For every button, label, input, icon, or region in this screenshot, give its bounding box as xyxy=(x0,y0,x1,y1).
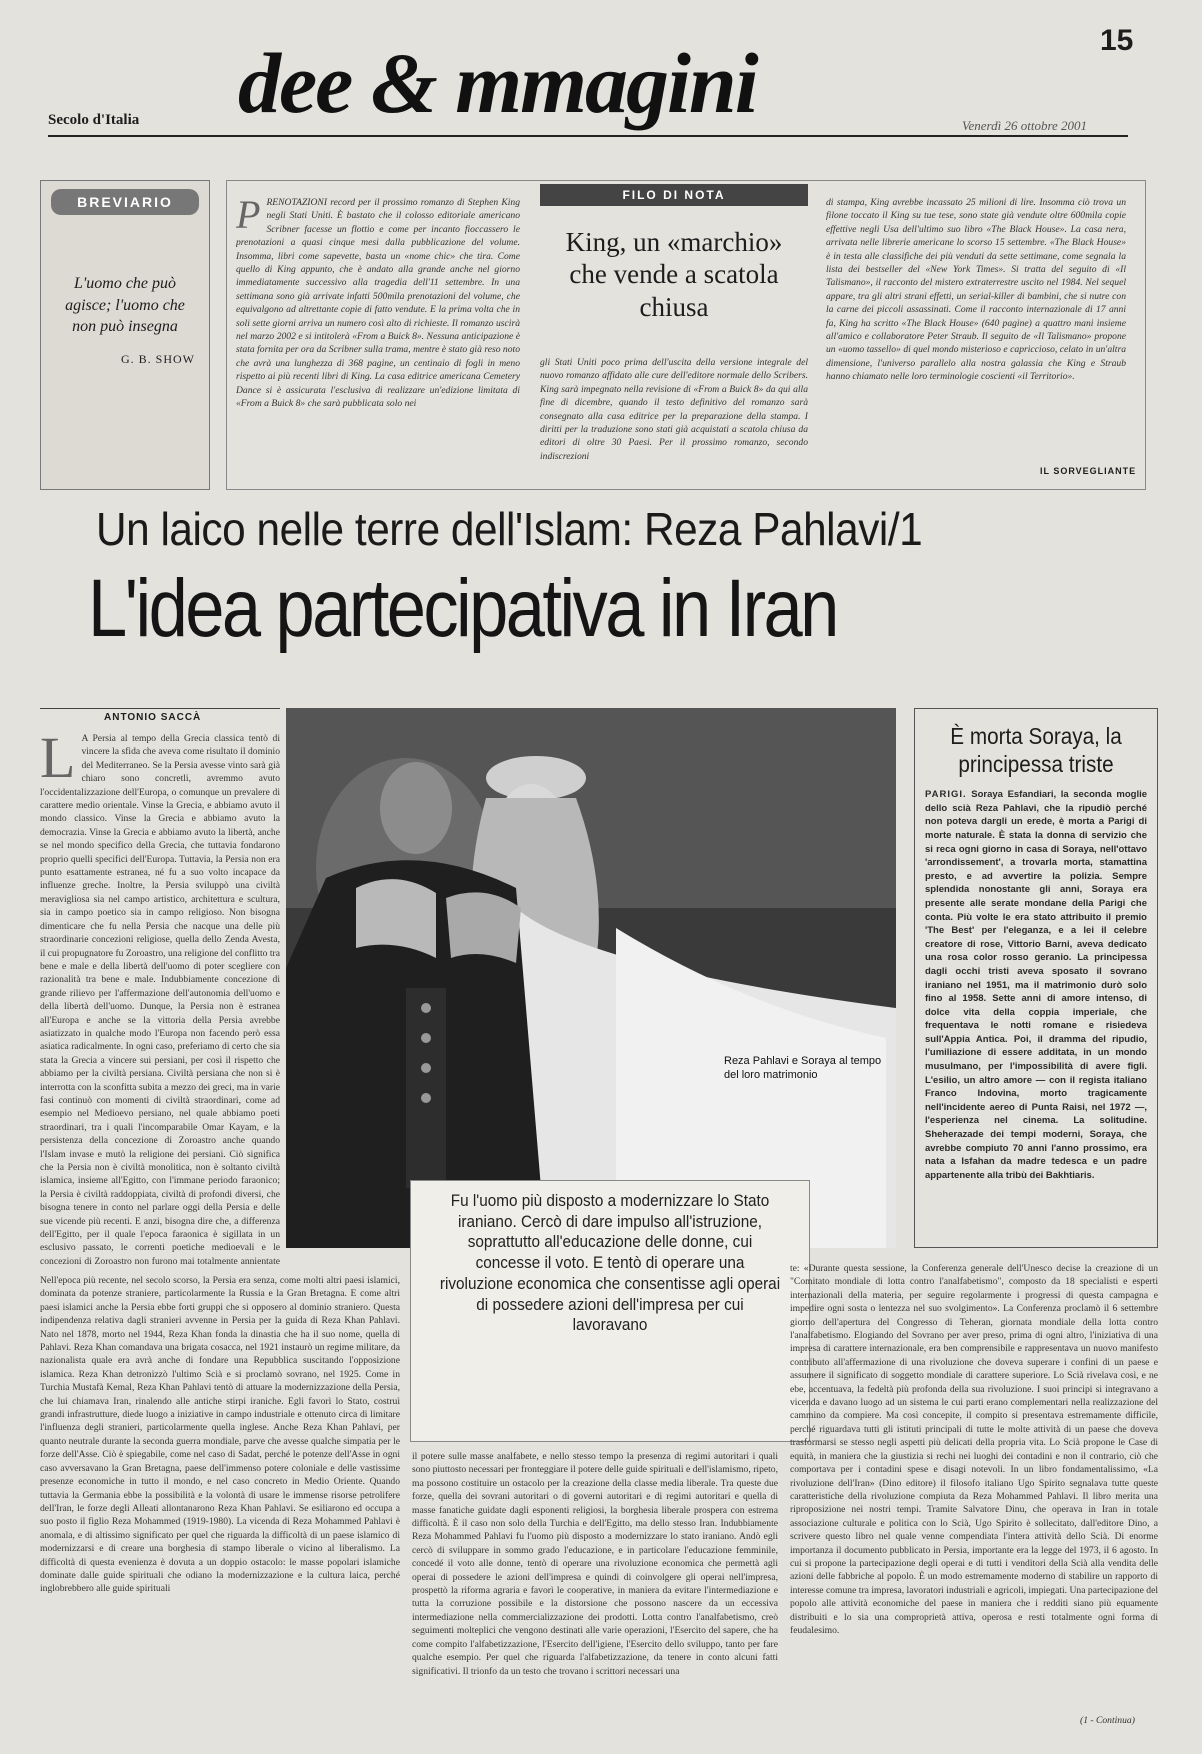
article-dropcap: L xyxy=(40,732,76,790)
soraya-box xyxy=(914,708,1158,1248)
issue-date: Venerdì 26 ottobre 2001 xyxy=(962,118,1088,133)
filo-di-nota-label: FILO DI NOTA xyxy=(540,184,808,206)
filo-col-1-text: RENOTAZIONI record per il prossimo romanzo di Stephen King negli Stati Uniti. È bastato che il colosso editoriale americano Scribner facesse un flottio e come per incanto fioccassero le prenotazioni a quasi cinque mesi dalla pubblicazione del volume. Insomma, libri come sapevette, basta un «nome chic» che tira. Come quello di King appunto, che è andato alla grande anche nel giorno immediatamente successivo alla tragedia dell'11 settembre. In una settimana sono già arrivate infatti 500mila prenotazioni del volume, che equivalgono ad altrettante copie di fatto vendute. E la prima volta che in soli sette giorni arriva un numero così alto di richieste. Il romanzo uscirà nel marzo 2002 e si intitolerà «From a Buick 8». Nessuna anticipazione è stata fornita per ora da Scribner sulla trama, mentre è stato già reso noto che avrà una lunghezza di 368 pagine, un centinaio di fogli in meno rispetto ai più recenti libri di King. La casa editrice americana Cemetery Dance si è assicurata l'esclusiva di realizzare un'edizione limitata di «From a Buick 8» che sarà pubblicata solo nei xyxy=(236,197,520,410)
breviario-label: BREVIARIO xyxy=(51,189,199,215)
wedding-photo-illustration xyxy=(286,708,896,1248)
article-continues: (1 - Continua) xyxy=(1080,1715,1135,1726)
page-number: 15 xyxy=(1100,24,1134,57)
soraya-title: È morta Soraya, la principessa triste xyxy=(950,723,1122,777)
section-title: dee & mmagini xyxy=(238,35,757,131)
wedding-photo xyxy=(286,708,896,1248)
breviario-box xyxy=(40,180,210,490)
byline-rule xyxy=(40,708,280,709)
soraya-text: Soraya Esfandiari, la seconda moglie dello scià Reza Pahlavi, che la ripudiò perché non poteva dargli un erede, è morta a Parigi di morte naturale. È stata la donna di servizio che si reca ogni giorno in casa di Soraya, nell'ottavo 'arrondissement', a trovarla morta, stamattina presto, e ad avvertire la polizia. Sempre splendida nonostante gli anni, Soraya era presente alle serate mondane della Parigi che conta. Più volte le era stato attribuito il premio 'The Best' per l'eleganza, e a lei il celebre creatore di rose, Vittorio Barni, aveva dedicato una rosa color rosso geranio. La principessa dagli occhi tristi aveva sposato il sovrano iraniano nel 1951, ma il matrimonio durò solo fino al 1958. Sette anni di amore intenso, di dolce vita della coppia imperiale, che frequentava le notti romane e risiedeva sull'Appia Antica. Poi, il dramma del ripudio, l'umiliazione di essere additata, in un mondo musulmano, per l'impossibilità di avere figli. L'esilio, un altro amore — con il regista italiano Franco Indovina, morto tragicamente nell'incidente aereo di Punta Raisi, nel 1972 —, l'esperienza nel cinema. La solitudine. Sheherazade dei tempi moderni, Soraya, che avrebbe compiuto 70 anni l'anno prossimo, era nata a Isfahan da madre tedesca e un padre appartenente alla tribù dei Bakhtiaris. xyxy=(925,789,1147,1181)
soraya-body xyxy=(925,788,1147,1226)
pull-quote: Fu l'uomo più disposto a modernizzare lo Stato iraniano. Cercò di dare impulso all'istruzione, soprattutto all'educazione delle donne, cui concesse il voto. E tentò di operare una rivoluzione economica che consentisse agli operai di possedere azioni dell'impresa per cui lavoravano xyxy=(439,1191,781,1335)
article-headline: L'idea partecipativa in Iran xyxy=(88,563,837,654)
breviario-quote: L'uomo che può agisce; l'uomo che non può insegna xyxy=(65,275,185,336)
filo-col-3: di stampa, King avrebbe incassato 25 milioni di lire. Insomma ciò trova un filone toccato il King su tue tese, sono state già vendute oltre 600mila copie effettive negli Usa dell'ultimo suo libro «The Black House». La casa nera, arrivata nelle librerie americane lo scorso 15 settembre. «The Black House» è in testa alle classifiche dei più venduti da sette settimane, come segnala la lista dei bestseller del «New York Times». Si tratta del seguito di «Il Talismano», il racconto del mistero extraterrestre uscito nel 1984. Nel sequel appare, tra gli altri strani effetti, un serial-killer di bambini, che si nutre con la carne dei piccoli assassinati. Come il racconto internazionale di 17 anni fa, King ha scritto «The Black House» (640 pagine) a quattro mani insieme all'amico e collaboratore Peter Straub. Il seguito de «Il Talismano» propone un «uomo tassello» di quel mondo misterioso e capriccioso, celato in un'altra dimensione, l'universo parallelo alla nostra galassia che King e Straub hanno chiamato nelle loro terminologie coscienti «il Territorio». xyxy=(826,197,1126,383)
article-col-1-bottom: Nell'epoca più recente, nel secolo scorso, la Persia era senza, come molti altri paesi islamici, dominata da potenze straniere, particolarmente la Russia e la Gran Bretagna. E come altri paesi islamici anche la Persia ebbe forti gruppi che si opposero al dominio straniero. Questa indipendenza relativa dagli stranieri avvenne in Persia per la guida di Reza Khan Pahlavi. Nato nel 1878, morto nel 1944, Reza Khan fonda la dinastia che ha il suo nome, quella di Pahlavi. Reza Khan comandava una brigata cosacca, nel 1921 instaurò un regime militare, da nazionalista quale era avrà anche di fondare una Repubblica suscitando l'opposizione islamica. Reza Khan detronizzò l'ultimo Scià e si proclamò sovrano, nel 1925. Come in Turchia Mustafà Kemal, Reza Khan Pahlavi tentò di attuare la modernizzazione della Persia, che lui chiamava Iran, rinalendo alle antiche stirpi iraniche. Egli favorì lo Stato, costruì grandi infrastrutture, diede luogo a iniziative in campo industriale e ottenuto circa di limitare l'influenza degli stranieri, particolarmente quella inglese. Anche Reza Khan Pahlavi, per quanto neutrale durante la seconda guerra mondiale, parve che avesse qualche simpatia per le forze dell'Asse. Ciò è spiegabile, come nel caso di Sadat, perché le potenze dell'Asse in ogni caso avversavano la Gran Bretagna, paese dell'immenso potere coloniale e delle vastissime presenze economiche in tutto il mondo, e nel caso concreto in Medio Oriente. Quando tuttavia la Germania ebbe la possibilità e la volontà di usare le immense risorse petrolifere dell'Iran, le forze degli Alleati allontanarono Reza Khan Pahlavi. Se esiliarono ed occupa a suo posto il figlio Reza Mohammed (1919-1980). La vicenda di Reza Mohammed Pahlavi è anomala, e di altissimo significato per quel che riguarda la difficoltà di un paese islamico di modernizzarsi e di creare una borghesia di stampo liberale o vicino al liberalismo. La difficoltà di questa evenienza è dovuta a un doppio ostacolo: le masse popolari islamiche dominate dalle guide spirituali che odiano la modernizzazione e la cultura laica, perché inglobrebbero alle guide spirituali xyxy=(40,1275,400,1595)
article-col-3-bottom: te: «Durante questa sessione, la Conferenza generale dell'Unesco decise la creazione di un "Comitato mondiale di lotta contro l'analfabetismo", composto da 18 specialisti e esperti internazionali della materia, per seguire regolarmente i progressi di questa campagna e impedire ogni sosta o lentezza nel suo svolgimento». La Conferenza proclamò il 6 settembre giorno dell'apertura del Congresso di Teheran, giornata mondiale della lotta contro l'analfabetismo. Elogiando del Sovrano per aver preso, prima di ogni altro, l'iniziativa di una impresa di carattere internazionale, era ben comprensibile e rappresentava un nuovo manifesto contributo all'affermazione di una rivoluzione che doveva superare i confini di un paese e assumere il significato di soggetto mondiale di carattere superiore. Lo Scià rivelava così, e ne ebe, accentuava, la fedeltà più profonda della sua rivoluzione. I suoi principi si integravano a vicenda e davano luogo ad un sistema le cui parti erano complementari nella realizzazione del cammino da compiere. Ma così concepite, il compito si presentava estremamente difficile, perché riguardava tutti gli istituti principali di tutte le molte attività di un paese che doveva trasformarsi se stesso negli aspetti più delicati della propria vita. Lo Scià propone le Case di equità, in maniera che la giustizia si rechi nei luoghi dei contadini e non il contrario, ciò che comportava per i contadini spese e disagi notevoli. In un libro fondamentalissimo, «La rivoluzione dell'Iran» (Dino editore) il filosofo italiano Ugo Spirito segnalava tutte queste caratteristiche della rivoluzione compiuta da Reza Mohammed Pahlavi. Il libro merita una riproposizione nei nostri tempi. Tramite Salvatore Dinu, che operava in Iran in totale associazione culturale e politica con lo Scià, Ugo Spirito è sollecitato, dall'editore Dino, a scrivere questo libro nel quale venne compendiata l'intera attività dello Scià. Di enorme importanza il documento pubblicato in Persia, importante era la legge del 1973, il 6 agosto. In cui si propone la partecipazione degli operai e di tutti i venditori della Scià alla vendita delle azioni delle fabbriche al popolo. È un modo estremamente moderno di stabilire un rapporto di interesse comune tra impresa, lavoratori industriali e agricoli, impiegati. Una partecipazione del popolo alle attività economiche del paese in maniera che i redditi siano più equamente distribuiti e lo sia una comproprietà attiva, operosa e resti totalmente ogni forma di feudalesimo. xyxy=(790,1263,1158,1636)
filo-signature: IL SORVEGLIANTE xyxy=(1040,466,1137,476)
pull-quote-box xyxy=(410,1180,810,1442)
article-col-2-bottom: il potere sulle masse analfabete, e nello stesso tempo la presenza di regimi autoritari i quali sono piuttosto necessari per fronteggiare il potere delle guide spirituali e dell'islamismo, ripeto, ma possono costituire un ostacolo per la creazione della classe media liberale. Tra queste due forze, quella dei sovrani autoritari o di governi autoritari e di regimi autoritari e quella di masse fanatiche guidate dagli esponenti religiosi, la borghesia liberale prospera con estrema difficoltà. È il caso non solo della Turchia e dell'Egitto, ma dello stesso Iran. Indubbiamente Reza Mohammed Pahlavi fu l'uomo più disposto a modernizzare lo stato iraniano. Andò egli cercò di sviluppare in sommo grado l'educazione, e in particolare l'educazione femminile, concedé il voto alle donne, tentò di operare una rivoluzione economica che permettà agli operai di possedere le azioni dell'impresa e quindi di coinvolgere gli operai nell'impresa, prospettò la riforma agraria e favorì le cooperative, in maniera da evitare l'intermediazione e tutta la corruzione possibile e la distorsione che possono nascere da un eccessiva intermediazione nella commercializzazione dei prodotti. Lotta contro l'analfabetismo, creò seguimenti molteplici che vengono destinati alle varie operazioni, l'Esercito del sapere, che ha come compito l'alfabetizzazione, l'Esercito dell'igiene, l'Esercito dello sviluppo, tanto per fare qualche esempio. Per quel che riguarda l'alfabetizzazione, da tenere in conto alcuni fatti significativi. Il trionfo da un testo che trovano i scrittori necessari una xyxy=(412,1451,778,1677)
article-col-1-top xyxy=(40,732,280,1268)
article-kicker: Un laico nelle terre dell'Islam: Reza Pahlavi/1 xyxy=(96,503,923,555)
filo-di-nota-title: King, un «marchio» che vende a scatola chiusa xyxy=(565,227,783,322)
newspaper-name: Secolo d'Italia xyxy=(48,112,140,128)
soraya-dateline: PARIGI. xyxy=(925,789,967,801)
filo-col-2: gli Stati Uniti poco prima dell'uscita della versione integrale del nuovo romanzo affidato alle cure dell'editore normale dello Scribers. King sarà impegnato nella revisione di «From a Buick 8» da qui alla fine di dicembre, quando il testo definitivo del romanzo sarà consegnato alla casa editrice per la preparazione della stampa. I diritti per la traduzione sono stati già acquistati a scatola chiusa da editori di oltre 30 Paesi. Per il prossimo romanzo, secondo indiscrezioni xyxy=(540,357,808,462)
photo-caption: Reza Pahlavi e Soraya al tempo del loro matrimonio xyxy=(724,1055,882,1082)
article-col-1-top-text: A Persia al tempo della Grecia classica tentò di vincere la sfida che aveva come risultato il dominio del Mediterraneo. Se la Persia avesse vinto sarà già chiaro sono concretli, avremmo avuto l'occidentalizzazione dell'Europa, o comunque un prevalere di carattere medio orientale. Vinse la Grecia, e abbiamo avuto il mondo classico. Vinse la Grecia e abbiamo avuto la democrazia. Vinse la Grecia e abbiamo avuto la libertà, anche se nel mondo specifico della Grecia, che tuttavia fondarono proprio quelli specifici dell'Europa. Tuttavia, la Persia non era punto esattamente estranea, né fu a suo volto incapace da influenze greche. Inoltre, la Persia sviluppò una civiltà meravigliosa sia nel campo artistico, architettura e scultura, sia in campo poetico sia in campo religioso. Non bisogna dimenticare che fu nella Persia che nacque una delle più straordinarie concezioni religiose, quella dello Zenda Avesta, il cui propugnatore fu Zoroastro, una religione del conflitto tra bene e male e della libertà dell'uomo di poter scegliere con razionalità tra bene e male. Indubbiamente concezione di grande rilievo per l'affermazione dell'autonomia dell'uomo e della libertà dell'uomo. Dunque, la Persia non è estranea all'Europa e anche se la vittoria della Persia avrebbe asiatizzato in qualche modo l'Europa non facendo però essa asiatica radicalmente. In ogni caso, preferiamo di certo che sia stata la Grecia a vincere sui persiani, per così il rispetto che abbiamo per la civiltà persiana. Civiltà persiana che non si è interrotta con la sconfitta subita a mezzo dei greci, ma in varie fasi continuò con momenti di civiltà straordinari, come ad esempio nel Medioevo persiano, nel quale abbiamo poeti straordinari, tra i quali l'incomparabile Omar Kayam, e la persistenza della concezione di Zoroastro anche quando l'Islam invase e mutò la religione dei persiani. Ciò significa che la Persia non è civiltà monolitica, non è soltanto civiltà islamica, insieme all'Egitto, con l'immane periodo faraonico; la Persia è civiltà raddoppiata, civiltà di profondi diversi, che bisogna tenere in conto nel parlare oggi della Persia e delle sue vicende più recenti. E anzi, bisogna dire che, a differenza dell'Egitto, per il quale l'epoca faraonica è sigillata in un esclusivo passato, le correnti poetiche medioevali e le concezioni di Zoroastro non furono mai totalmente annientate xyxy=(40,733,280,1267)
breviario-author: G. B. SHOW xyxy=(120,351,195,366)
filo-col-1 xyxy=(236,196,520,482)
article-byline: ANTONIO SACCÀ xyxy=(104,712,202,723)
masthead-rule xyxy=(48,135,1128,137)
filo-dropcap: P xyxy=(236,196,261,237)
